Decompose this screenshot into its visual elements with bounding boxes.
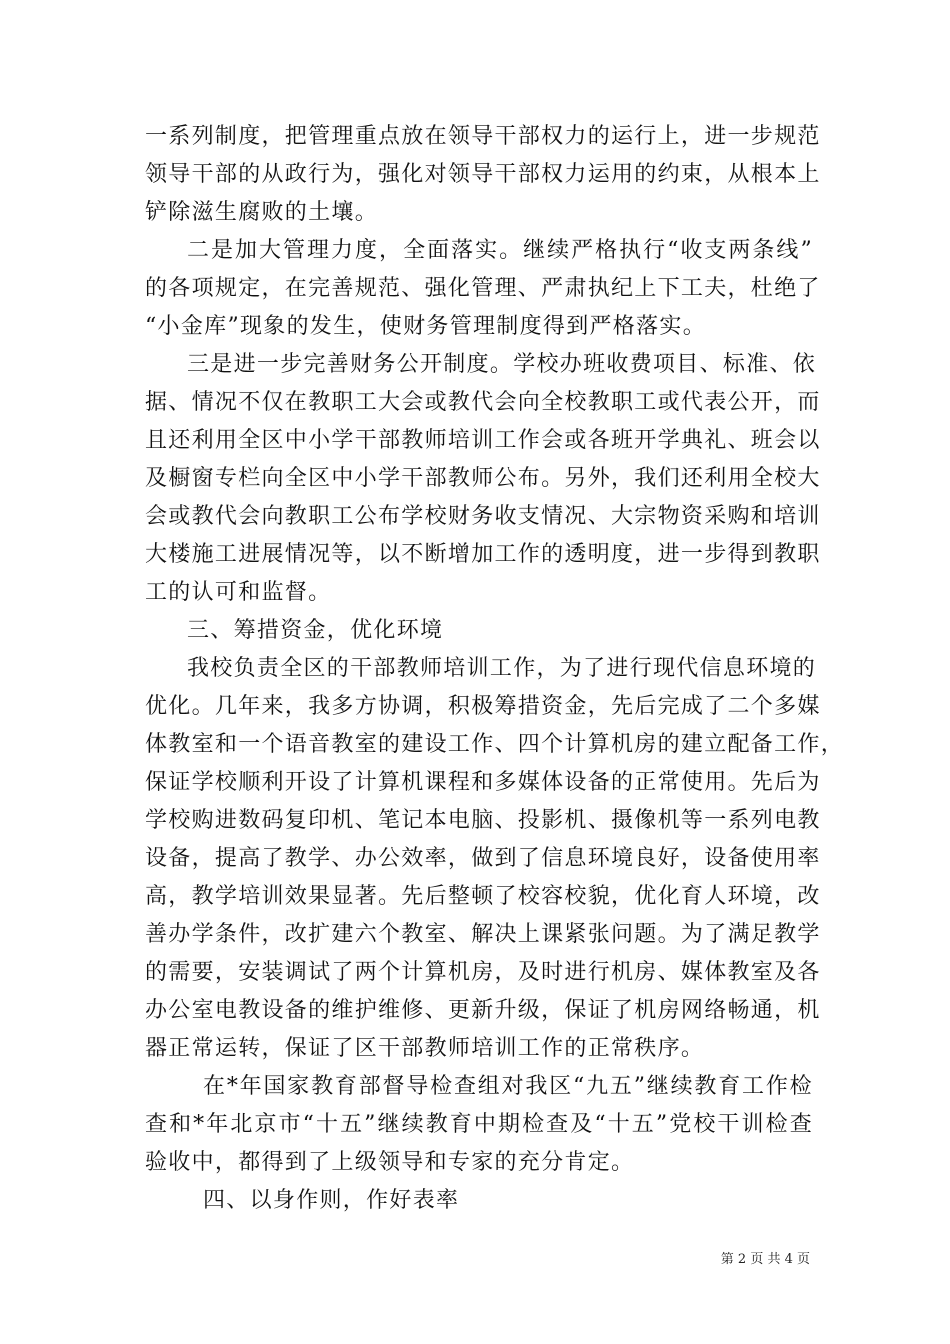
text-line: 一系列制度，把管理重点放在领导干部权力的运行上，进一步规范 <box>145 124 821 149</box>
text-line: 及橱窗专栏向全区中小学干部教师公布。另外，我们还利用全校大 <box>145 466 821 491</box>
text-line: 大楼施工进展情况等，以不断增加工作的透明度，进一步得到教职 <box>145 542 821 567</box>
text-line: 体教室和一个语音教室的建设工作、四个计算机房的建立配备工作， <box>145 732 845 757</box>
text-line: 善办学条件，改扩建六个教室、解决上课紧张问题。为了满足教学 <box>145 922 821 947</box>
text-line: 三是进一步完善财务公开制度。学校办班收费项目、标准、依 <box>187 352 817 377</box>
text-line: 高，教学培训效果显著。先后整顿了校容校貌，优化育人环境，改 <box>145 884 821 909</box>
text-line: 学校购进数码复印机、笔记本电脑、投影机、摄像机等一系列电教 <box>145 808 821 833</box>
section-heading: 四、以身作则，作好表率 <box>203 1188 460 1213</box>
text-line: 保证学校顺利开设了计算机课程和多媒体设备的正常使用。先后为 <box>145 770 821 795</box>
text-line: 优化。几年来，我多方协调，积极筹措资金，先后完成了二个多媒 <box>145 694 821 719</box>
section-heading: 三、筹措资金，优化环境 <box>187 618 444 643</box>
text-line: 器正常运转，保证了区干部教师培训工作的正常秩序。 <box>145 1036 705 1061</box>
text-line: 二是加大管理力度，全面落实。继续严格执行“收支两条线” <box>187 238 813 263</box>
text-line: 铲除滋生腐败的土壤。 <box>145 200 379 225</box>
text-line: 办公室电教设备的维护维修、更新升级，保证了机房网络畅通，机 <box>145 998 821 1023</box>
text-line: 查和*年北京市“十五”继续教育中期检查及“十五”党校干训检查 <box>145 1112 813 1137</box>
text-line: 的各项规定，在完善规范、强化管理、严肃执纪上下工夫，杜绝了 <box>145 276 821 301</box>
text-line: 据、情况不仅在教职工大会或教代会向全校教职工或代表公开，而 <box>145 390 821 415</box>
text-line: 会或教代会向教职工公布学校财务收支情况、大宗物资采购和培训 <box>145 504 821 529</box>
text-line: 在*年国家教育部督导检查组对我区“九五”继续教育工作检 <box>203 1074 813 1099</box>
text-line: 验收中，都得到了上级领导和专家的充分肯定。 <box>145 1150 635 1175</box>
text-line: 的需要，安装调试了两个计算机房，及时进行机房、媒体教室及各 <box>145 960 821 985</box>
page-number: 第 2 页 共 4 页 <box>720 1252 810 1267</box>
text-line: 工的认可和监督。 <box>145 580 332 605</box>
text-line: 我校负责全区的干部教师培训工作，为了进行现代信息环境的 <box>187 656 817 681</box>
text-line: 领导干部的从政行为，强化对领导干部权力运用的约束，从根本上 <box>145 162 821 187</box>
body-text <box>145 118 845 1220</box>
text-line: “小金库”现象的发生，使财务管理制度得到严格落实。 <box>145 314 706 339</box>
text-line: 且还利用全区中小学干部教师培训工作会或各班开学典礼、班会以 <box>145 428 821 453</box>
text-line: 设备，提高了教学、办公效率，做到了信息环境良好，设备使用率 <box>145 846 821 871</box>
